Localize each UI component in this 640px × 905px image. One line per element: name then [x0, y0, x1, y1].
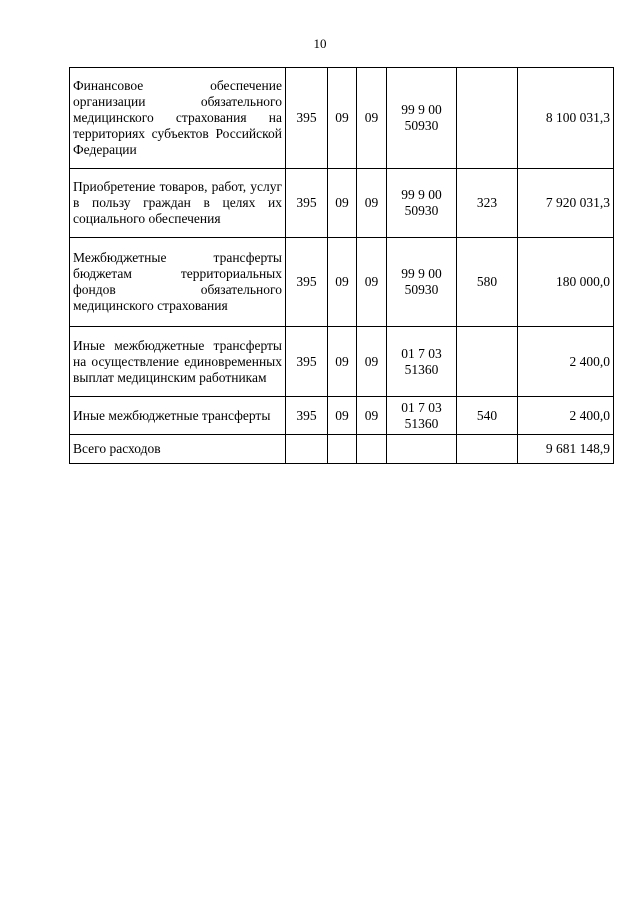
- subsection-code-cell: 09: [357, 327, 387, 397]
- empty-cell: [357, 435, 387, 464]
- total-row: [70, 435, 614, 464]
- amount-cell: 2 400,0: [518, 327, 614, 397]
- amount-cell: 2 400,0: [518, 397, 614, 435]
- empty-cell: [457, 435, 518, 464]
- grbs-code-cell: 395: [286, 238, 328, 327]
- total-amount: 9 681 148,9: [518, 435, 614, 464]
- grbs-code-cell: 395: [286, 68, 328, 169]
- grbs-code-cell: 395: [286, 169, 328, 238]
- table-row: [70, 397, 614, 435]
- amount-cell: 7 920 031,3: [518, 169, 614, 238]
- expense-name-cell: Иные межбюджетные трансферты на осуществление единовременных выплат медицинским работникам: [70, 327, 286, 397]
- page-number: 10: [313, 36, 327, 51]
- target-item-code-cell: 99 9 00 50930: [387, 68, 457, 169]
- target-item-code-cell: 01 7 03 51360: [387, 397, 457, 435]
- grbs-code-cell: 395: [286, 327, 328, 397]
- expense-type-code-cell: 540: [457, 397, 518, 435]
- expense-name-cell: Межбюджетные трансферты бюджетам территориальных фондов обязательного медицинского страхования: [70, 238, 286, 327]
- amount-cell: 8 100 031,3: [518, 68, 614, 169]
- table-row: [70, 238, 614, 327]
- table-row: [70, 68, 614, 169]
- empty-cell: [286, 435, 328, 464]
- section-code-cell: 09: [328, 238, 357, 327]
- empty-cell: [328, 435, 357, 464]
- target-item-code-cell: 01 7 03 51360: [387, 327, 457, 397]
- expense-name-cell: Иные межбюджетные трансферты: [70, 397, 286, 435]
- section-code-cell: 09: [328, 169, 357, 238]
- subsection-code-cell: 09: [357, 68, 387, 169]
- expense-name-cell: Финансовое обеспечение организации обязательного медицинского страхования на территориях субъектов Российской Федерации: [70, 68, 286, 169]
- empty-cell: [387, 435, 457, 464]
- subsection-code-cell: 09: [357, 169, 387, 238]
- target-item-code-cell: 99 9 00 50930: [387, 238, 457, 327]
- expense-type-code-cell: 580: [457, 238, 518, 327]
- table-row: [70, 327, 614, 397]
- subsection-code-cell: 09: [357, 397, 387, 435]
- target-item-code-cell: 99 9 00 50930: [387, 169, 457, 238]
- subsection-code-cell: 09: [357, 238, 387, 327]
- budget-expenditure-table: [69, 67, 614, 464]
- section-code-cell: 09: [328, 327, 357, 397]
- total-label: Всего расходов: [70, 435, 286, 464]
- grbs-code-cell: 395: [286, 397, 328, 435]
- expense-name-cell: Приобретение товаров, работ, услуг в пользу граждан в целях их социального обеспечения: [70, 169, 286, 238]
- amount-cell: 180 000,0: [518, 238, 614, 327]
- section-code-cell: 09: [328, 397, 357, 435]
- table-row: [70, 169, 614, 238]
- expense-type-code-cell: [457, 68, 518, 169]
- expense-type-code-cell: 323: [457, 169, 518, 238]
- section-code-cell: 09: [328, 68, 357, 169]
- expense-type-code-cell: [457, 327, 518, 397]
